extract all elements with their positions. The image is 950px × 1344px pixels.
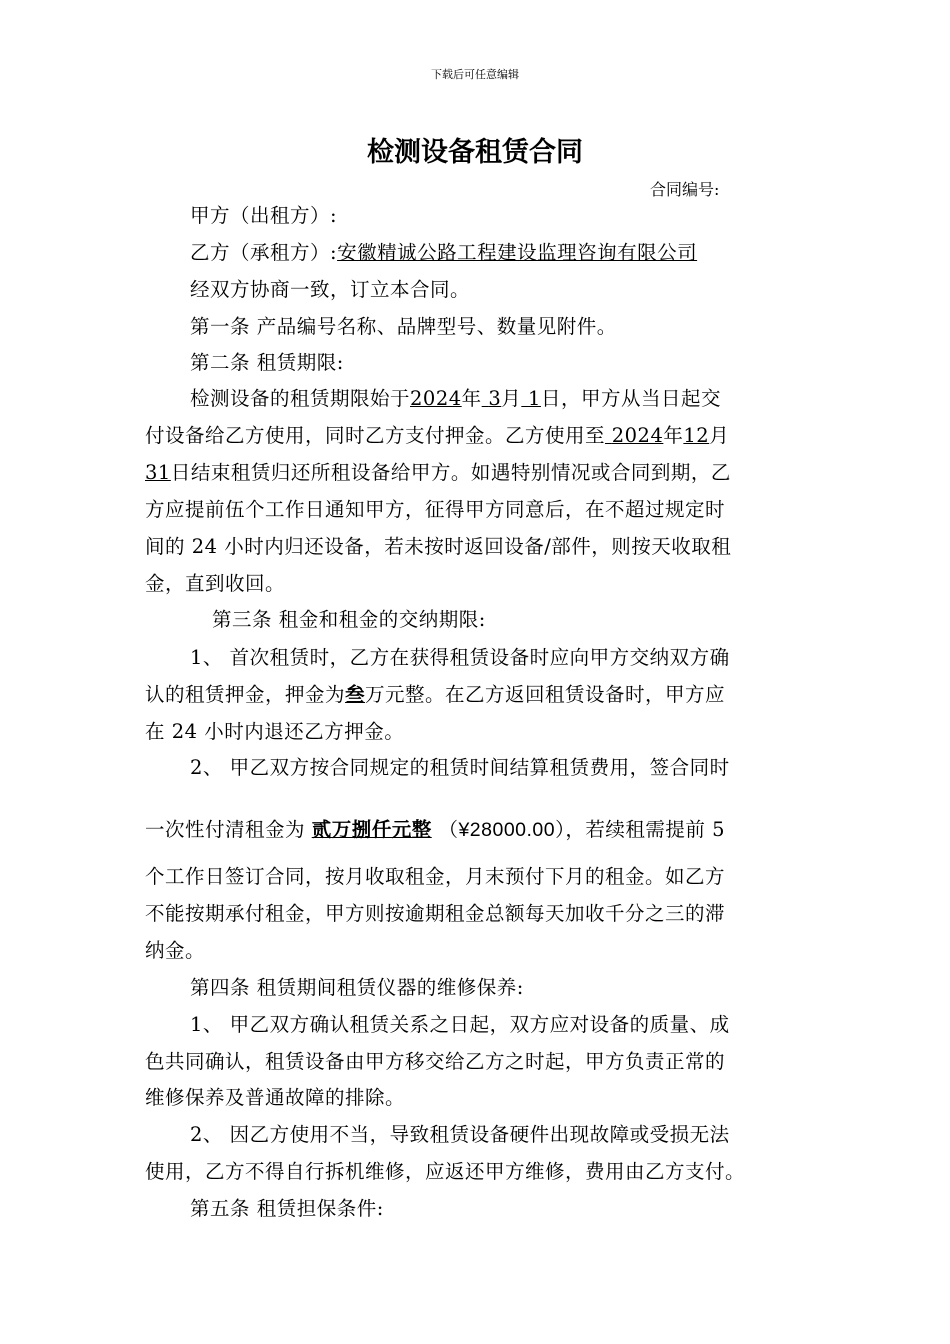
article-4-p1-line-1: 1、 甲乙双方确认租赁关系之日起，双方应对设备的质量、成 [190, 1013, 730, 1036]
text-segment: 月 [501, 387, 522, 410]
article-5-title: 第五条 租赁担保条件: [190, 1197, 384, 1220]
article-3-p1-line-1: 1、 首次租赁时，乙方在获得租赁设备时应向甲方交纳双方确 [190, 646, 730, 669]
document-title: 检测设备租赁合同 [367, 137, 583, 168]
article-3-p2-line-1: 2、 甲乙双方按合同规定的租赁时间结算租赁费用，签合同时 [190, 756, 730, 779]
end-year: 2024 [611, 424, 664, 447]
text-segment: 万元整。在乙方返回租赁设备时，甲方应 [365, 683, 726, 706]
text-segment: 一次性付清租金为 [145, 818, 306, 841]
article-4-p2-line-2: 使用，乙方不得自行拆机维修，应返还甲方维修，费用由乙方支付。 [145, 1160, 746, 1183]
article-2-line-1 [190, 383, 855, 411]
party-b-value: 安徽精诚公路工程建设监理咨询有限公司 [337, 241, 698, 264]
text-segment: 年 [461, 387, 482, 410]
contract-number-label: 合同编号: [650, 180, 720, 199]
party-a-label: 甲方（出租方）: [190, 204, 338, 227]
start-day: 1 [528, 387, 541, 410]
article-3-p2-line-4: 不能按期承付租金，甲方则按逾期租金总额每天加收千分之三的滞 [145, 902, 726, 925]
article-2-line-4: 方应提前伍个工作日通知甲方，征得甲方同意后，在不超过规定时 [145, 498, 726, 521]
text-segment: ，若续租需提前 5 [565, 818, 725, 841]
text-segment: 检测设备的租赁期限始于 [190, 387, 411, 410]
rent-amount-words: 贰万捌仟元整 [311, 818, 432, 841]
rent-amount-number: （¥28000.00） [438, 819, 566, 841]
article-3-p1-line-2 [145, 679, 810, 707]
article-4-p1-line-3: 维修保养及普通故障的排除。 [145, 1086, 406, 1109]
text-segment: 月 [709, 424, 730, 447]
text-segment: 日结束租赁归还所租设备给甲方。如遇特别情况或合同到期，乙 [170, 461, 731, 484]
text-segment: 日，甲方从当日起交 [540, 387, 721, 410]
article-3-p2-line-2 [145, 814, 810, 842]
party-b-line [190, 237, 855, 265]
intro-line: 经双方协商一致，订立本合同。 [190, 278, 471, 301]
start-month: 3 [488, 387, 502, 410]
article-4-p1-line-2: 色共同确认，租赁设备由甲方移交给乙方之时起，甲方负责正常的 [145, 1050, 726, 1073]
deposit-amount: 叁 [345, 683, 366, 706]
end-day: 31 [145, 461, 171, 484]
header-note: 下载后可任意编辑 [431, 68, 519, 81]
party-a-line [190, 200, 855, 228]
article-2-line-5: 间的 24 小时内归还设备，若未按时返回设备/部件，则按天收取租 [145, 535, 732, 558]
end-month: 12 [683, 424, 710, 447]
text-segment: 付设备给乙方使用，同时乙方支付押金。乙方使用至 [145, 424, 606, 447]
article-3-p2-line-3: 个工作日签订合同，按月收取租金，月末预付下月的租金。如乙方 [145, 865, 726, 888]
start-year: 2024 [410, 387, 462, 410]
article-4-p2-line-1: 2、 因乙方使用不当，导致租赁设备硬件出现故障或受损无法 [190, 1123, 730, 1146]
article-2-title: 第二条 租赁期限: [190, 351, 344, 374]
text-segment: 认的租赁押金，押金为 [145, 683, 346, 706]
article-3-title: 第三条 租金和租金的交纳期限: [212, 608, 486, 631]
article-2-line-3 [145, 457, 810, 485]
article-4-title: 第四条 租赁期间租赁仪器的维修保养: [190, 976, 524, 999]
article-3-p2-line-5: 纳金。 [145, 939, 206, 962]
article-2-line-2 [145, 420, 810, 448]
article-2-line-6: 金，直到收回。 [145, 572, 286, 595]
article-1: 第一条 产品编号名称、品牌型号、数量见附件。 [190, 315, 617, 338]
article-3-p1-line-3: 在 24 小时内退还乙方押金。 [145, 720, 405, 743]
party-b-label: 乙方（承租方）: [190, 241, 338, 264]
text-segment: 年 [663, 424, 684, 447]
